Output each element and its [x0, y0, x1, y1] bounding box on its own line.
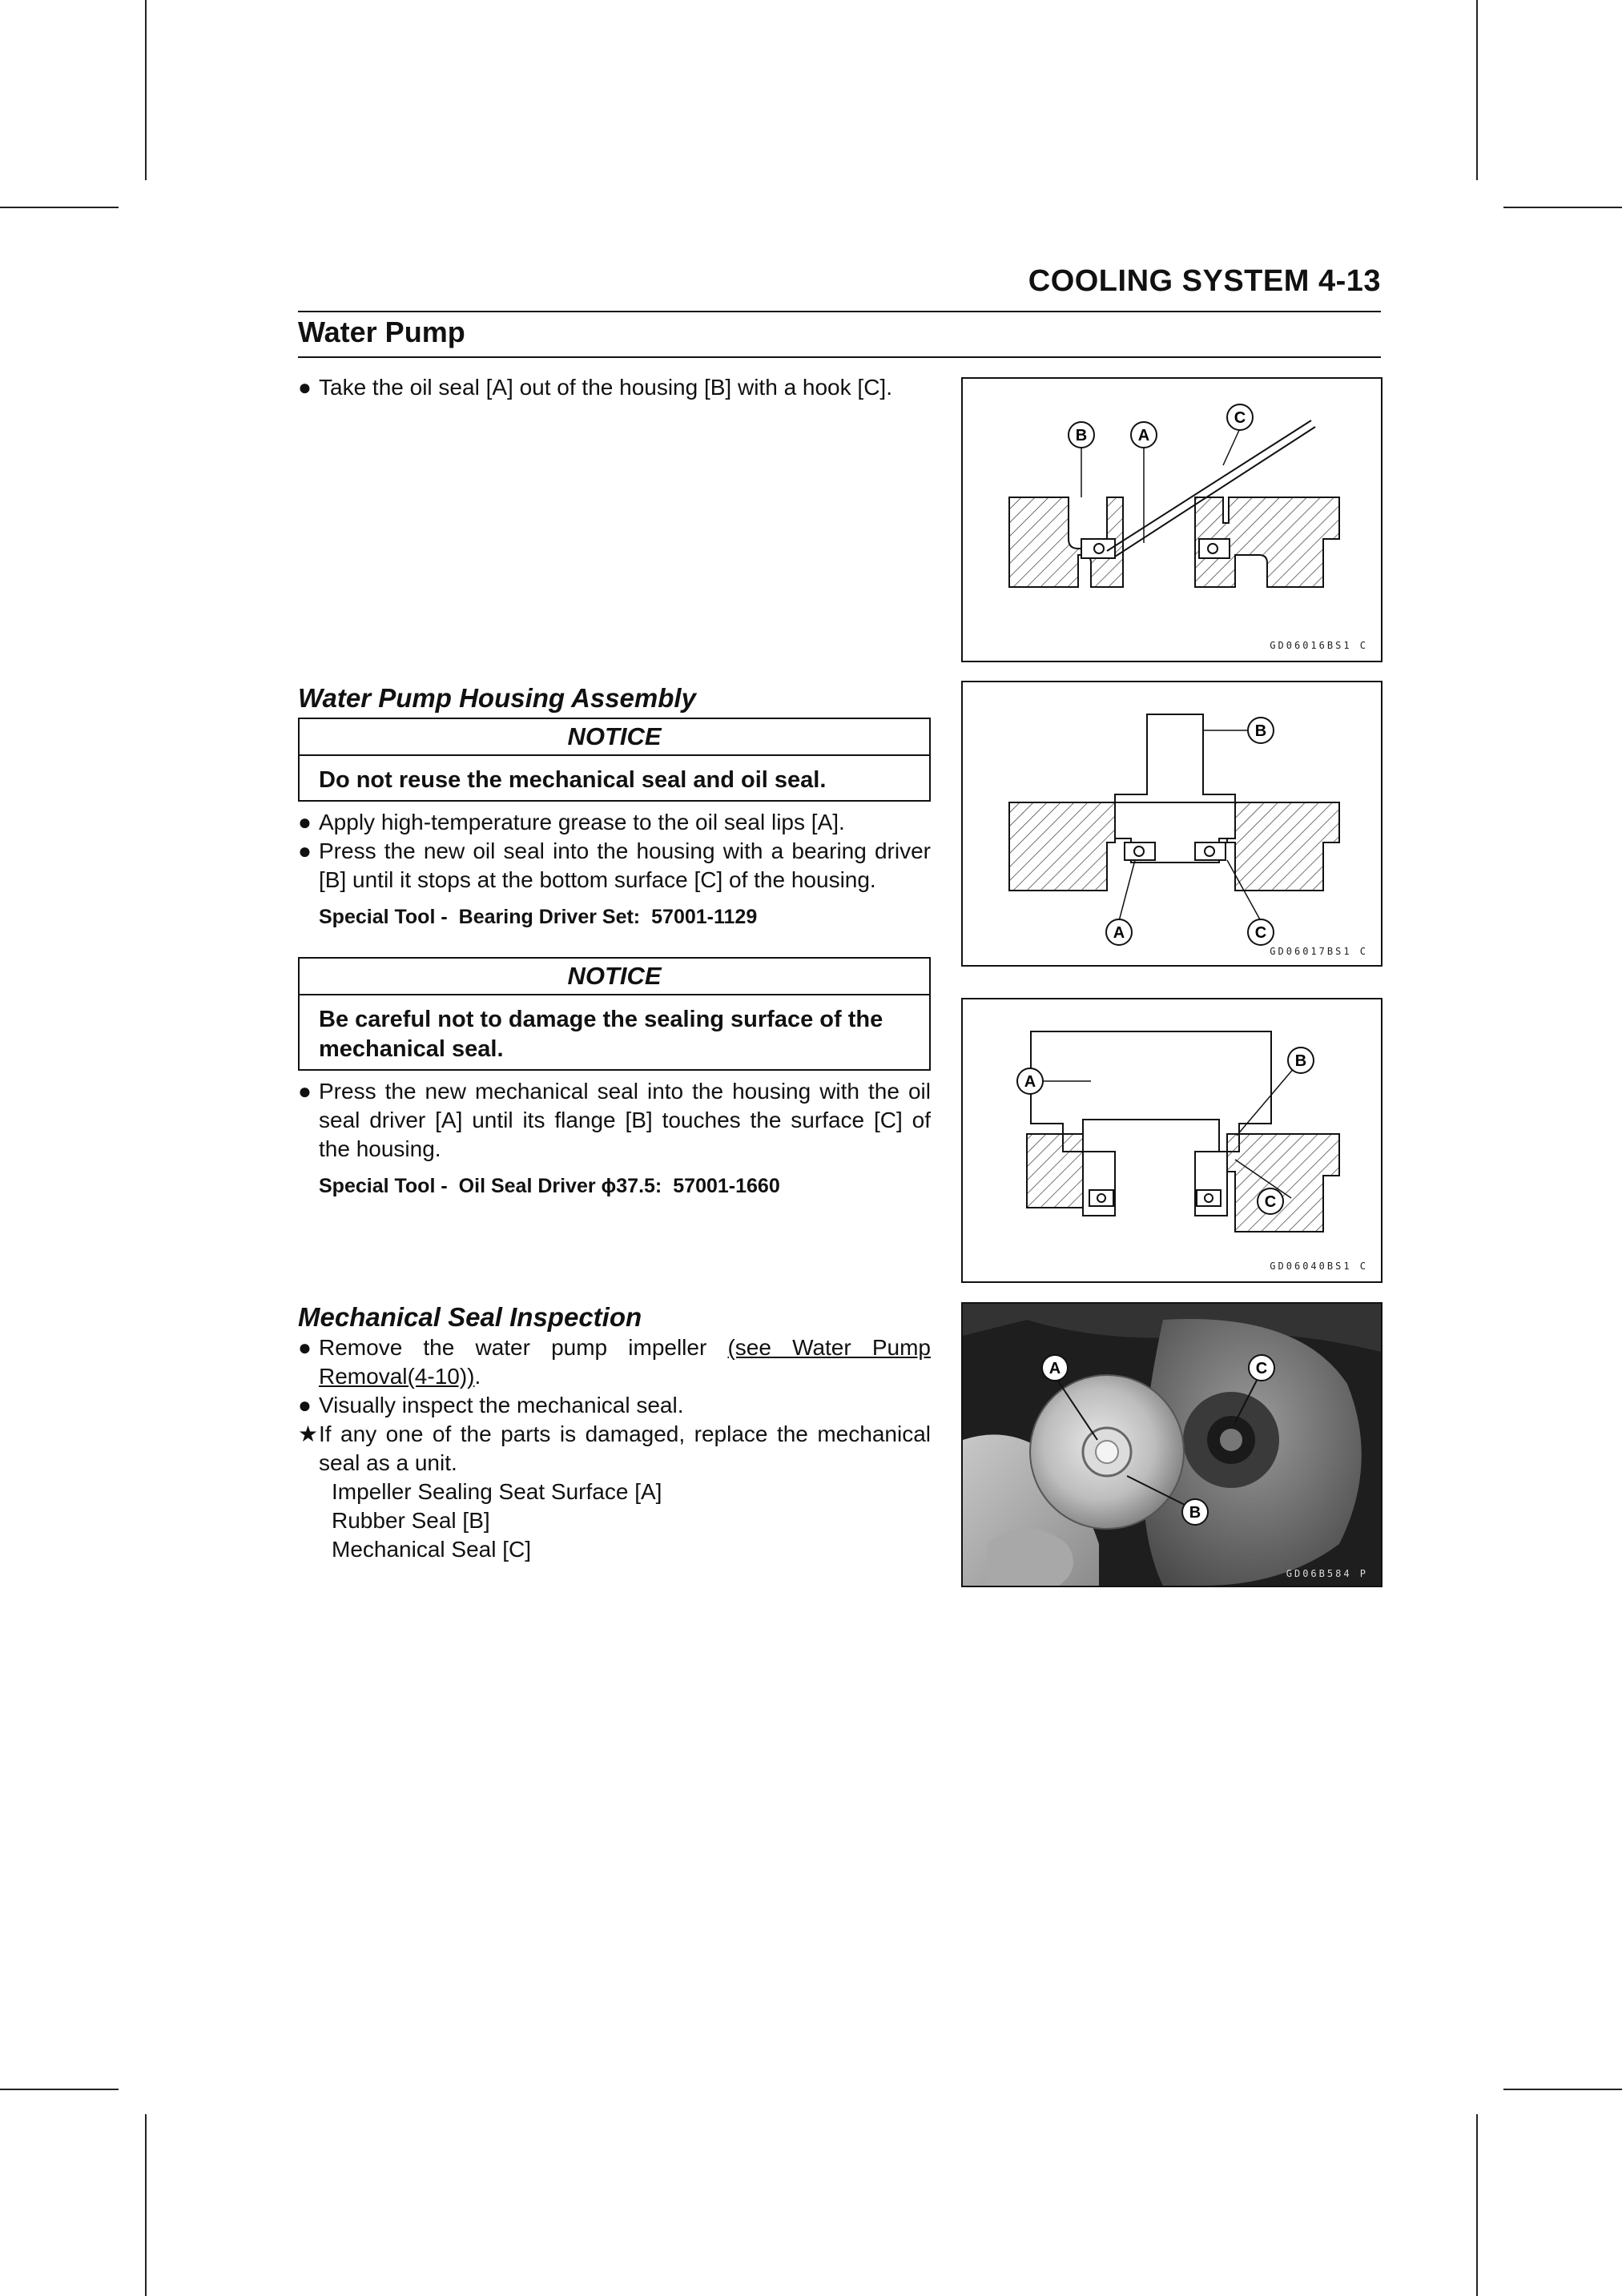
callout-label: C [1234, 409, 1246, 427]
step-text: Apply high-temperature grease to the oil seal lips [A]. [319, 810, 845, 834]
special-tool-part: 57001-1660 [673, 1175, 780, 1197]
crop-mark [1476, 0, 1478, 180]
notice-box [298, 718, 931, 802]
crop-mark [145, 0, 147, 180]
list-item [298, 373, 931, 402]
list-item [298, 1077, 931, 1164]
list-item [298, 1420, 931, 1478]
star-marker: ★ [298, 1421, 319, 1446]
list-item [298, 1391, 931, 1420]
part-list-item: Impeller Sealing Seat Surface [A] [332, 1479, 662, 1504]
crop-mark [1503, 2089, 1622, 2090]
notice-text: Do not reuse the mechanical seal and oil seal. [319, 767, 827, 793]
part-list-item: Mechanical Seal [C] [332, 1537, 532, 1562]
special-tool-prefix: Special Tool - [319, 1175, 448, 1197]
notice-text: Be careful not to damage the sealing surface of the mechanical seal. [319, 1007, 883, 1062]
subsection-title: Water Pump Housing Assembly [298, 683, 696, 713]
figure-code: GD06B584 P [1286, 1568, 1368, 1579]
bullet-marker: ● [298, 375, 312, 400]
step-text: Remove the water pump impeller [319, 1335, 728, 1360]
bullet-marker: ● [298, 810, 312, 834]
special-tool-prefix: Special Tool - [319, 906, 448, 928]
special-tool-part: 57001-1129 [651, 906, 758, 928]
callout-label: B [1075, 427, 1088, 444]
step-text: Take the oil seal [A] out of the housing [B] with a hook [C]. [319, 375, 892, 400]
callout-label: A [1048, 1360, 1061, 1377]
figure-oil-seal-removal [961, 377, 1383, 662]
crop-mark [1503, 207, 1622, 208]
section-title: Water Pump [298, 316, 465, 348]
list-item [298, 837, 931, 895]
section-rule [298, 356, 1381, 358]
callout-label: B [1254, 722, 1267, 740]
callout-label: A [1137, 427, 1150, 444]
callout-label: A [1113, 924, 1125, 942]
notice-label: NOTICE [300, 719, 929, 756]
housing-assembly-section [298, 682, 931, 1200]
notice-label: NOTICE [300, 959, 929, 995]
callout-label: B [1189, 1504, 1201, 1522]
step-text: If any one of the parts is damaged, replace the mechanical seal as a unit. [319, 1421, 931, 1475]
special-tool [298, 903, 931, 931]
bullet-marker: ● [298, 1079, 312, 1104]
figure-oil-seal-installation [961, 681, 1383, 967]
list-item [298, 808, 931, 837]
cross-reference-link[interactable]: (see Water Pump Removal(4-10)) [319, 1335, 931, 1389]
callout-label: C [1264, 1193, 1277, 1211]
special-tool-name: Oil Seal Driver ϕ37.5: [458, 1175, 662, 1197]
step-text: Press the new oil seal into the housing with a bearing driver [B] until it stops at the bottom surface [C] of the housing. [319, 838, 931, 892]
callout-label: A [1024, 1073, 1036, 1091]
step-text: Press the new mechanical seal into the housing with the oil seal driver [A] until its flange [B] touches the surface [C] of the housing. [319, 1079, 931, 1161]
mechanical-seal-inspection-section [298, 1301, 931, 1564]
oil-seal-installation-diagram [963, 682, 1381, 965]
notice-box [298, 957, 931, 1071]
oil-seal-removal-diagram [963, 379, 1381, 661]
figure-code: GD06040BS1 C [1270, 1261, 1368, 1272]
list-item [298, 1333, 931, 1391]
callout-label: B [1294, 1052, 1307, 1070]
figure-mechanical-seal-installation [961, 998, 1383, 1283]
crop-mark [0, 207, 119, 208]
bullet-marker: ● [298, 1335, 312, 1360]
step-remove-oil-seal [298, 373, 931, 402]
figure-code: GD06016BS1 C [1270, 640, 1368, 651]
figure-code: GD06017BS1 C [1270, 946, 1368, 957]
special-tool-name: Bearing Driver Set: [458, 906, 641, 928]
photo-mechanical-seal [961, 1302, 1383, 1587]
callout-label: C [1255, 1360, 1268, 1377]
part-list-item: Rubber Seal [B] [332, 1508, 490, 1533]
bullet-marker: ● [298, 1393, 312, 1417]
crop-mark [0, 2089, 119, 2090]
crop-mark [1476, 2114, 1478, 2296]
bullet-marker: ● [298, 838, 312, 863]
crop-mark [145, 2114, 147, 2296]
step-text: Visually inspect the mechanical seal. [319, 1393, 684, 1417]
mechanical-seal-photo [963, 1304, 1381, 1586]
header-rule [298, 311, 1381, 312]
mechanical-seal-installation-diagram [963, 999, 1381, 1281]
subsection-title: Mechanical Seal Inspection [298, 1302, 642, 1332]
chapter-title: COOLING SYSTEM 4-13 [1028, 264, 1381, 298]
special-tool [298, 1172, 931, 1200]
step-text-suffix: . [474, 1364, 481, 1389]
callout-label: C [1254, 924, 1267, 942]
